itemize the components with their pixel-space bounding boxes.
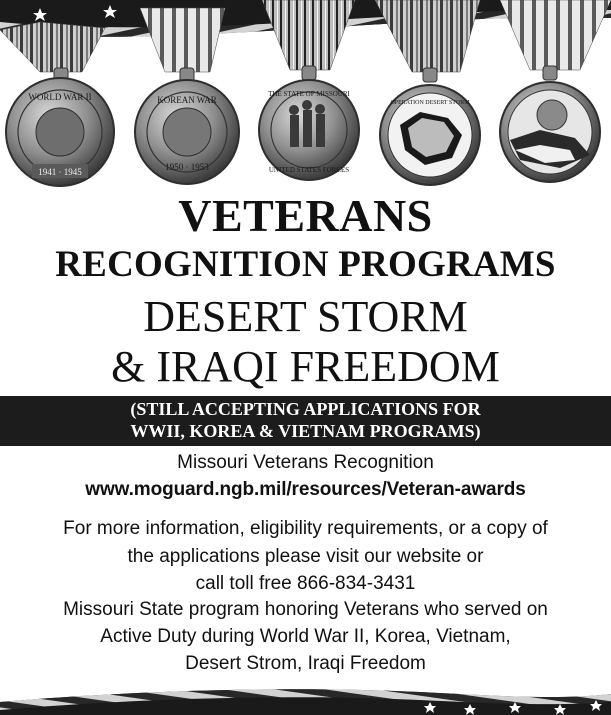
- medal-top-label: THE STATE OF MISSOURI: [268, 90, 350, 98]
- medal-top-label: WORLD WAR II: [28, 92, 92, 102]
- program-name: Missouri Veterans Recognition: [177, 452, 434, 473]
- info-line-2: the applications please visit our website or: [127, 546, 484, 567]
- headline-veterans: VETERANS: [178, 190, 433, 241]
- headline-iraqi-freedom: & IRAQI FREEDOM: [111, 342, 500, 391]
- bottom-flag-banner: [0, 672, 611, 715]
- medal-year-label: 1941 · 1945: [38, 167, 82, 177]
- medals-row: [0, 0, 611, 195]
- medal-year-label: 1950 · 1953: [165, 162, 209, 172]
- iraqi-freedom-medal: [500, 0, 611, 182]
- desert-storm-medal: [375, 0, 480, 185]
- info-line-5: Active Duty during World War II, Korea, Vietnam,: [100, 626, 511, 647]
- info-line-4: Missouri State program honoring Veterans who served on: [63, 599, 548, 620]
- info-line-6: Desert Strom, Iraqi Freedom: [185, 653, 426, 674]
- medal-top-label: OPERATION DESERT STORM: [390, 100, 470, 106]
- headline-desert-storm: DESERT STORM: [143, 292, 468, 341]
- info-line-1: For more information, eligibility requirements, or a copy of: [63, 518, 548, 539]
- notice-line-1: (STILL ACCEPTING APPLICATIONS FOR: [130, 399, 481, 419]
- notice-line-2: WWII, KOREA & VIETNAM PROGRAMS): [130, 421, 481, 441]
- headline-recognition-programs: RECOGNITION PROGRAMS: [55, 244, 556, 285]
- vietnam-medal: [259, 0, 359, 180]
- korea-medal: [135, 8, 239, 184]
- medal-bottom-label: UNITED STATES FORCES: [268, 166, 350, 174]
- notice-banner: [0, 396, 611, 446]
- website-link[interactable]: www.moguard.ngb.mil/resources/Veteran-awards: [85, 479, 526, 500]
- medal-top-label: KOREAN WAR: [157, 95, 217, 105]
- info-line-phone: call toll free 866-834-3431: [195, 573, 416, 594]
- ww2-medal: [0, 22, 114, 186]
